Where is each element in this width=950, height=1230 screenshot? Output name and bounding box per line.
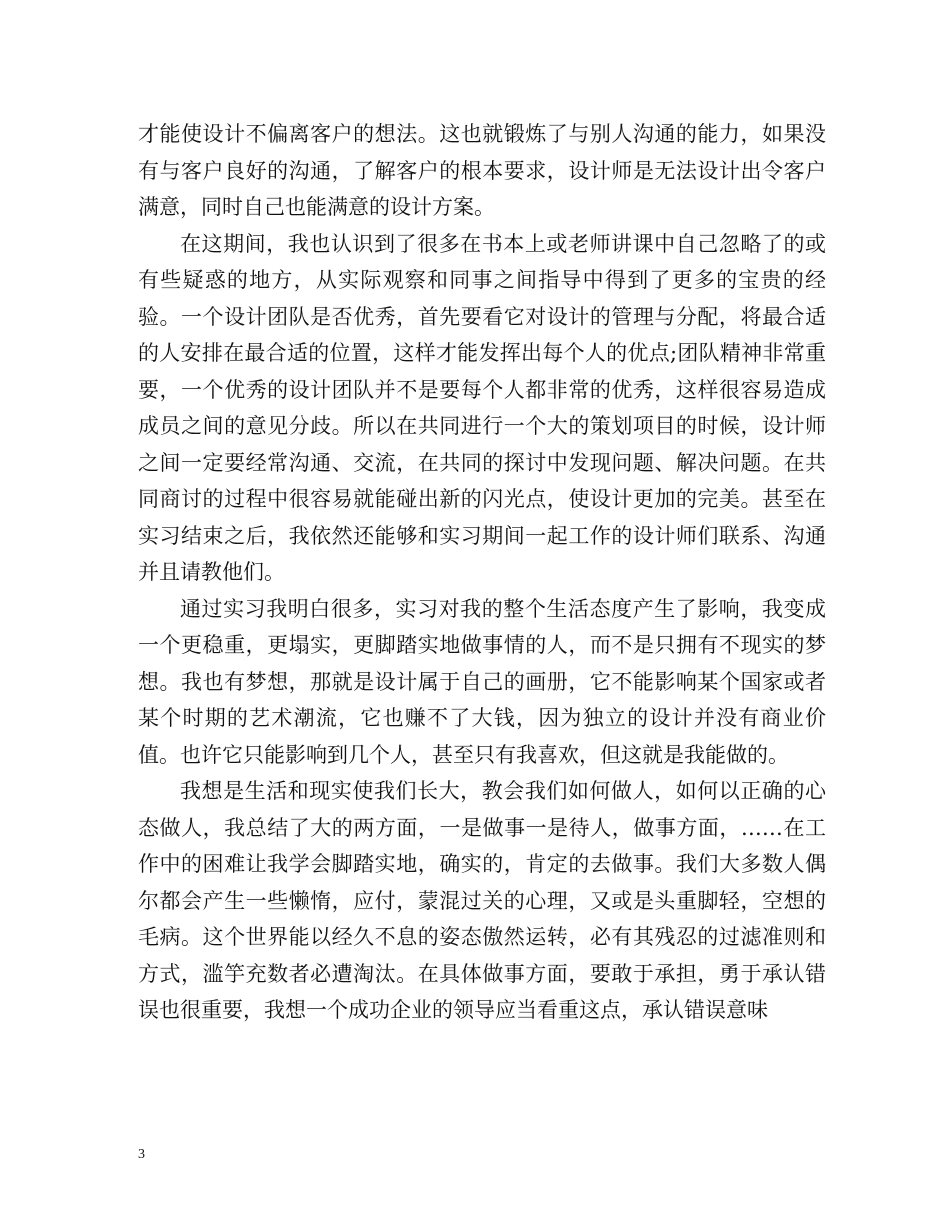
- paragraph-3: 通过实习我明白很多，实习对我的整个生活态度产生了影响，我变成一个更稳重，更塌实，更脚踏实地做事情的人，而不是只拥有不现实的梦想。我也有梦想，那就是设计属于自己的画册，它不能影响某个国家或者某个时期的艺术潮流，它也赚不了大钱，因为独立的设计并没有商业价值。也许它只能影响到几个人，甚至只有我喜欢，但这就是我能做的。: [138, 596, 826, 767]
- paragraph-4: 我想是生活和现实使我们长大，教会我们如何做人，如何以正确的心态做人，我总结了大的两方面，一是做事一是待人，做事方面，……在工作中的困难让我学会脚踏实地，确实的，肯定的去做事。我们大多数人偶尔都会产生一些懒惰，应付，蒙混过关的心理，又或是头重脚轻，空想的毛病。这个世界能以经久不息的姿态傲然运转，必有其残忍的过滤准则和方式，滥竽充数者必遭淘汰。在具体做事方面，要敢于承担，勇于承认错误也很重要，我想一个成功企业的领导应当看重这点，承认错误意味: [138, 779, 826, 1022]
- body-text: [138, 116, 826, 1029]
- paragraph-2: 在这期间，我也认识到了很多在书本上或老师讲课中自己忽略了的或有些疑惑的地方，从实际观察和同事之间指导中得到了更多的宝贵的经验。一个设计团队是否优秀，首先要看它对设计的管理与分配，将最合适的人安排在最合适的位置，这样才能发挥出每个人的优点;团队精神非常重要，一个优秀的设计团队并不是要每个人都非常的优秀，这样很容易造成成员之间的意见分歧。所以在共同进行一个大的策划项目的时候，设计师之间一定要经常沟通、交流，在共同的探讨中发现问题、解决问题。在共同商讨的过程中很容易就能碰出新的闪光点，使设计更加的完美。甚至在实习结束之后，我依然还能够和实习期间一起工作的设计师们联系、沟通并且请教他们。: [138, 231, 826, 584]
- page-number: 3: [138, 1147, 145, 1162]
- paragraph-1: 才能使设计不偏离客户的想法。这也就锻炼了与别人沟通的能力，如果没有与客户良好的沟通，了解客户的根本要求，设计师是无法设计出令客户满意，同时自己也能满意的设计方案。: [138, 122, 826, 219]
